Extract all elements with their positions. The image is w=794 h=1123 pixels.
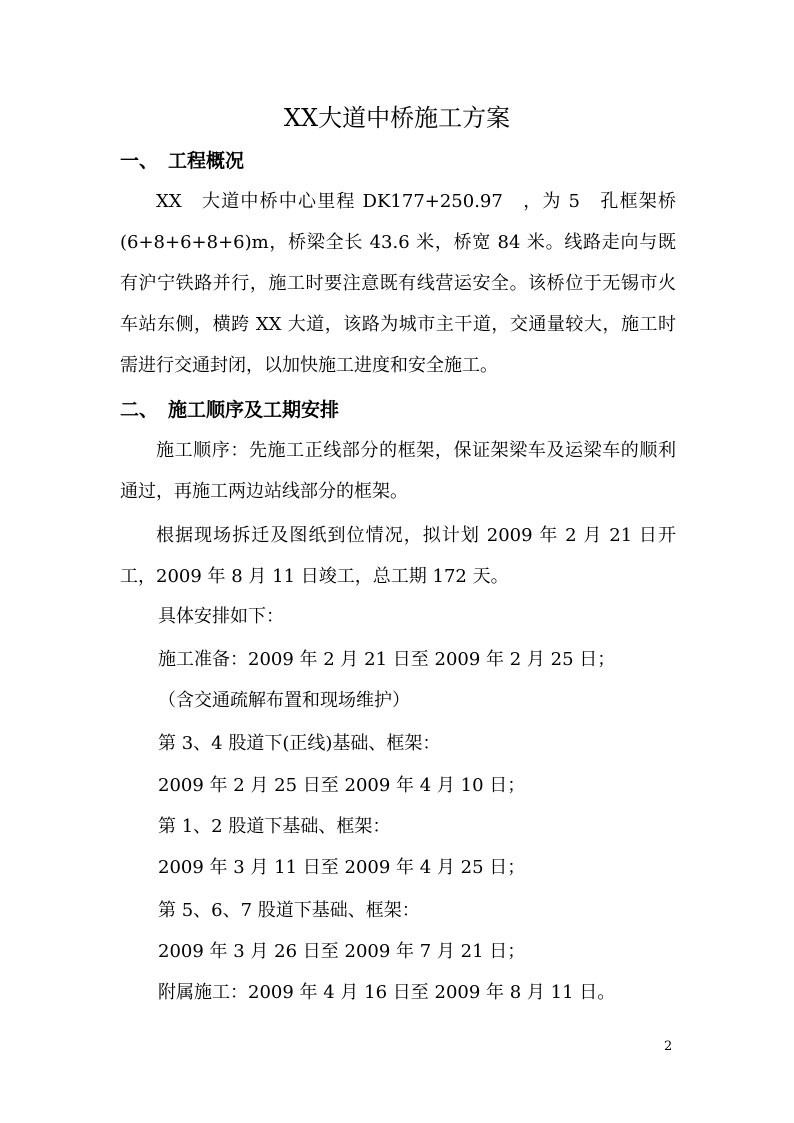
schedule-line: 2009 年 2 月 25 日至 2009 年 4 月 10 日； xyxy=(158,775,526,796)
schedule-line: 第 5、6、7 股道下基础、框架： xyxy=(158,900,420,921)
schedule-line: 附属施工：2009 年 4 月 16 日至 2009 年 8 月 11 日。 xyxy=(158,982,616,1003)
schedule-intro: 具体安排如下： xyxy=(158,606,284,627)
section-heading-overview xyxy=(120,146,244,176)
construction-order-paragraph: 施工顺序：先施工正线部分的框架，保证架梁车及运梁车的顺利通过，再施工两边站线部分的框架。 xyxy=(120,440,676,502)
plan-dates-paragraph: 根据现场拆迁及图纸到位情况，拟计划 2009 年 2 月 21 日开工，2009 年 8 月 11 日竣工，总工期 172 天。 xyxy=(120,525,676,587)
section-heading-schedule xyxy=(120,395,339,425)
document-title: XX大道中桥施工方案 xyxy=(283,104,511,132)
section-title: 工程概况 xyxy=(168,150,245,172)
page-number: 2 xyxy=(664,1039,673,1054)
overview-paragraph: XX 大道中桥中心里程 DK177+250.97 ，为 5 孔框架桥(6+8+6+8+6)m，桥梁全长 43.6 米，桥宽 84 米。线路走向与既有沪宁铁路并行，施工时要注意既有线营运安全。该桥位于无锡市火车站东侧，横跨 XX 大道，该路为城市主干道，交通量较大，施工时需进行交通封闭，以加快施工进度和安全施工。 xyxy=(120,191,676,376)
schedule-line: 2009 年 3 月 26 日至 2009 年 7 月 21 日； xyxy=(158,941,526,962)
schedule-line: 第 3、4 股道下(正线)基础、框架： xyxy=(158,733,441,754)
section-number: 一、 xyxy=(120,150,159,172)
schedule-line: （含交通疏解布置和现场维护） xyxy=(158,690,410,711)
section-number: 二、 xyxy=(120,399,159,421)
section-title: 施工顺序及工期安排 xyxy=(168,399,340,421)
schedule-line: 第 1、2 股道下基础、框架： xyxy=(158,816,391,837)
schedule-line: 施工准备：2009 年 2 月 21 日至 2009 年 2 月 25 日； xyxy=(158,649,616,670)
schedule-line: 2009 年 3 月 11 日至 2009 年 4 月 25 日； xyxy=(158,857,526,878)
